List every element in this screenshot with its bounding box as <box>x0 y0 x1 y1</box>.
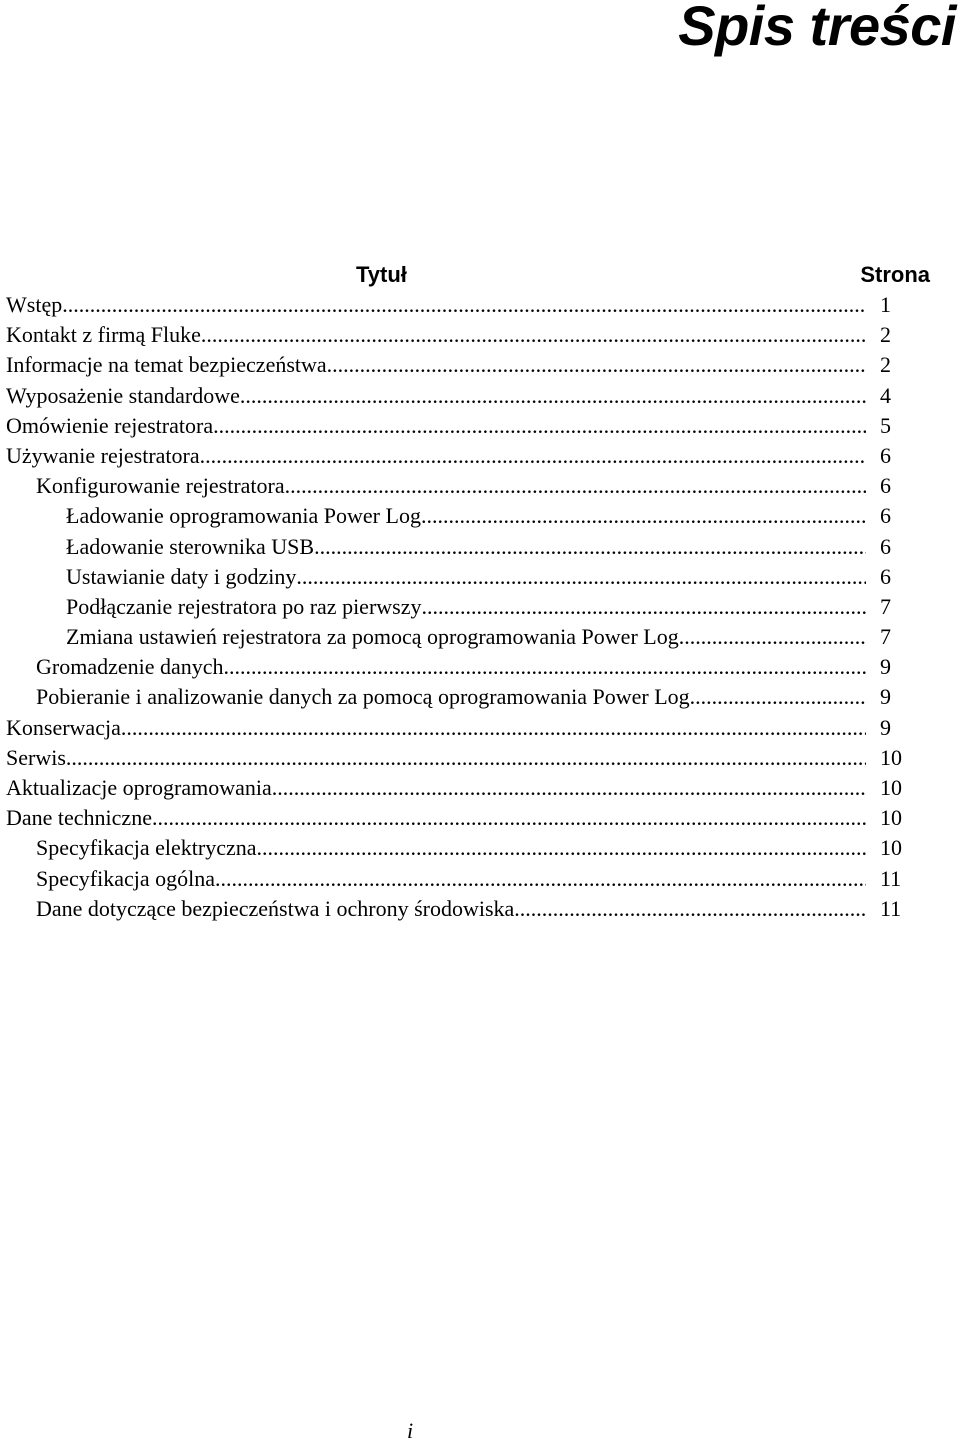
dot-leader <box>421 501 866 531</box>
toc-entry[interactable] <box>6 894 908 924</box>
dot-leader <box>285 471 866 501</box>
toc-entry[interactable] <box>6 320 908 350</box>
dot-leader <box>213 411 866 441</box>
toc-entry-title: Kontakt z firmą Fluke <box>6 322 201 348</box>
toc-header <box>0 260 960 290</box>
toc-entry-page-number: 6 <box>880 473 891 499</box>
toc-entry-page-number: 6 <box>880 442 891 468</box>
toc-entry-title: Wstęp <box>6 292 63 317</box>
toc-entry-page-number: 6 <box>880 533 891 559</box>
toc-entry[interactable] <box>6 652 908 682</box>
toc-entry-title: Ładowanie oprogramowania Power Log <box>66 503 421 529</box>
toc-entry-title: Specyfikacja elektryczna <box>36 835 257 861</box>
toc-entry-page-number: 6 <box>880 563 891 589</box>
toc-entry-title: Ładowanie sterownika USB <box>66 533 315 559</box>
dot-leader <box>514 894 866 924</box>
toc-entry[interactable] <box>6 833 908 863</box>
dot-leader <box>66 743 866 773</box>
dot-leader <box>296 562 866 592</box>
toc-entry-title: Wyposażenie standardowe <box>6 382 240 408</box>
toc-entry-title: Informacje na temat bezpieczeństwa <box>6 352 327 378</box>
toc-entry-page-number: 5 <box>880 412 891 438</box>
toc-entry[interactable] <box>6 743 908 773</box>
dot-leader <box>201 320 866 350</box>
toc-entry[interactable] <box>6 562 908 592</box>
toc-entry[interactable] <box>6 471 908 501</box>
toc-entry-title: Specyfikacja ogólna <box>36 865 215 891</box>
toc-entry-page-number: 7 <box>880 624 891 650</box>
toc-entry[interactable] <box>6 803 908 833</box>
dot-leader <box>272 773 866 803</box>
toc-entry-title: Serwis <box>6 744 66 770</box>
toc-entry[interactable] <box>6 411 908 441</box>
toc-entry[interactable] <box>6 592 908 622</box>
dot-leader <box>314 532 866 562</box>
toc-entry-page-number: 10 <box>880 775 902 800</box>
toc-entry-page-number: 10 <box>880 805 902 831</box>
dot-leader <box>679 622 866 652</box>
table-of-contents <box>6 290 908 924</box>
toc-entry[interactable] <box>6 864 908 894</box>
toc-entry-title: Aktualizacje oprogramowania <box>6 775 272 800</box>
toc-entry-title: Dane techniczne <box>6 805 152 831</box>
dot-leader <box>695 682 866 712</box>
dot-leader <box>215 864 866 894</box>
dot-leader <box>121 713 866 743</box>
toc-header-title: Tytuł <box>356 262 407 287</box>
toc-entry-title: Podłączanie rejestratora po raz pierwszy <box>66 593 422 619</box>
toc-entry-page-number: 11 <box>880 895 902 921</box>
toc-entry-page-number: 11 <box>880 865 902 891</box>
toc-entry-page-number: 9 <box>880 714 891 740</box>
toc-entry-page-number: 2 <box>880 322 891 348</box>
toc-entry[interactable] <box>6 381 908 411</box>
toc-entry-title: Zmiana ustawień rejestratora za pomocą oprogramowania Power Log <box>66 624 679 650</box>
toc-entry-page-number: 1 <box>880 292 891 317</box>
toc-entry-page-number: 6 <box>880 503 891 529</box>
toc-entry[interactable] <box>6 350 908 380</box>
toc-entry-page-number: 7 <box>880 593 891 619</box>
toc-entry[interactable] <box>6 682 908 712</box>
toc-entry[interactable] <box>6 622 908 652</box>
toc-entry[interactable] <box>6 290 908 320</box>
toc-entry-title: Konfigurowanie rejestratora <box>36 473 285 499</box>
toc-entry-page-number: 9 <box>880 654 891 680</box>
dot-leader <box>152 803 866 833</box>
toc-entry[interactable] <box>6 501 908 531</box>
toc-entry[interactable] <box>6 773 908 803</box>
dot-leader <box>422 592 867 622</box>
toc-entry-title: Konserwacja <box>6 714 121 740</box>
toc-entry[interactable] <box>6 713 908 743</box>
toc-entry-page-number: 2 <box>880 352 891 378</box>
toc-entry-title: Omówienie rejestratora <box>6 412 214 438</box>
toc-header-page: Strona <box>860 262 930 287</box>
page-title: Spis treści <box>678 0 956 57</box>
toc-entry-title: Ustawianie daty i godziny <box>66 563 297 589</box>
toc-entry-page-number: 4 <box>880 382 891 408</box>
toc-entry-title: Używanie rejestratora <box>6 442 200 468</box>
toc-entry[interactable] <box>6 532 908 562</box>
dot-leader <box>200 441 866 471</box>
dot-leader <box>327 350 866 380</box>
toc-entry-page-number: 9 <box>880 684 891 710</box>
toc-entry-page-number: 10 <box>880 835 902 861</box>
dot-leader <box>224 652 866 682</box>
toc-entry-title: Gromadzenie danych <box>36 654 224 680</box>
toc-entry[interactable] <box>6 441 908 471</box>
dot-leader <box>62 290 866 320</box>
toc-entry-title: Pobieranie i analizowanie danych za pomocą oprogramowania Power Log. <box>36 684 696 710</box>
page-number: i <box>406 1418 414 1443</box>
toc-entry-page-number: 10 <box>880 744 902 770</box>
dot-leader <box>240 381 866 411</box>
toc-entry-title: Dane dotyczące bezpieczeństwa i ochrony środowiska <box>36 895 515 921</box>
dot-leader <box>256 833 866 863</box>
